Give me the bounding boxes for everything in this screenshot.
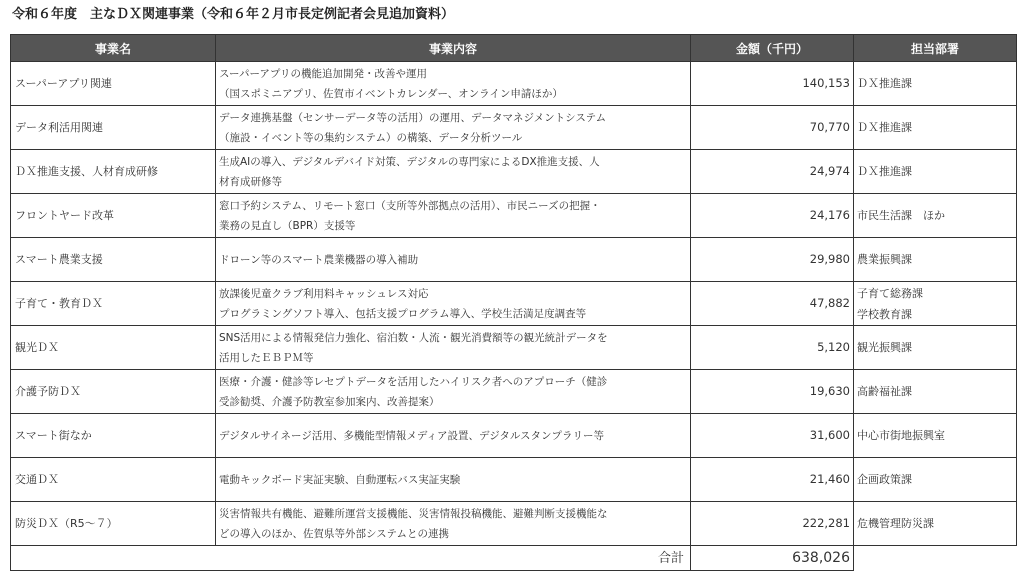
content-line: データ連携基盤（センサーデータ等の活用）の運用、データマネジメントシステム	[219, 111, 607, 124]
table-header-row	[11, 35, 1017, 62]
department-line: 中心市街地振興室	[857, 429, 945, 442]
amount-cell: 19,630	[691, 370, 854, 414]
amount-cell: 140,153	[691, 62, 854, 106]
table-row	[11, 282, 1017, 326]
content-line: 医療・介護・健診等レセプトデータを活用したハイリスク者へのアプローチ（健診	[219, 375, 608, 388]
department-cell	[854, 370, 1017, 414]
amount-cell: 29,980	[691, 238, 854, 282]
table-row	[11, 238, 1017, 282]
content-line: 材育成研修等	[219, 175, 282, 188]
table-row	[11, 370, 1017, 414]
total-label: 合計	[11, 546, 691, 571]
table-row	[11, 326, 1017, 370]
project-content-cell	[216, 370, 691, 414]
total-amount: 638,026	[691, 546, 854, 571]
project-name-cell: スーパーアプリ関連	[11, 62, 216, 106]
project-content-cell	[216, 458, 691, 502]
department-line: 市民生活課 ほか	[857, 209, 945, 222]
project-name-cell: 子育て・教育ＤＸ	[11, 282, 216, 326]
header-department: 担当部署	[854, 35, 1017, 62]
amount-cell: 47,882	[691, 282, 854, 326]
project-content-cell	[216, 238, 691, 282]
table-row	[11, 414, 1017, 458]
department-line: ＤＸ推進課	[857, 77, 912, 90]
department-line: 子育て総務課	[857, 286, 923, 300]
table-row	[11, 62, 1017, 106]
amount-cell: 24,176	[691, 194, 854, 238]
content-line: ドローン等のスマート農業機器の導入補助	[219, 253, 419, 266]
content-line: 窓口予約システム、リモート窓口（支所等外部拠点の活用）、市民ニーズの把握・	[219, 199, 601, 212]
content-line: （施設・イベント等の集約システム）の構築、データ分析ツール	[219, 131, 523, 144]
amount-cell: 31,600	[691, 414, 854, 458]
department-line: 高齢福祉課	[857, 385, 912, 398]
content-line: デジタルサイネージ活用、多機能型情報メディア設置、デジタルスタンプラリー等	[219, 429, 605, 442]
project-content-cell	[216, 62, 691, 106]
project-content-cell	[216, 194, 691, 238]
header-project-content: 事業内容	[216, 35, 691, 62]
department-cell	[854, 238, 1017, 282]
amount-cell: 222,281	[691, 502, 854, 546]
header-project-name: 事業名	[11, 35, 216, 62]
department-cell	[854, 458, 1017, 502]
content-line: どの導入のほか、佐賀県等外部システムとの連携	[219, 527, 449, 540]
table-row	[11, 150, 1017, 194]
department-line: 観光振興課	[857, 341, 912, 354]
project-content-cell	[216, 326, 691, 370]
project-content-cell	[216, 282, 691, 326]
project-name-cell: 介護予防ＤＸ	[11, 370, 216, 414]
department-cell	[854, 62, 1017, 106]
total-row	[11, 546, 1017, 571]
content-line: プログラミングソフト導入、包括支援プログラム導入、学校生活満足度調査等	[219, 307, 587, 320]
project-name-cell: フロントヤード改革	[11, 194, 216, 238]
content-line: 生成AIの導入、デジタルデバイド対策、デジタルの専門家によるDX推進支援、人	[219, 155, 600, 168]
header-amount: 金額（千円）	[691, 35, 854, 62]
project-name-cell: データ利活用関連	[11, 106, 216, 150]
project-name-cell: スマート農業支援	[11, 238, 216, 282]
department-cell	[854, 326, 1017, 370]
project-name-cell: スマート街なか	[11, 414, 216, 458]
project-name-cell: ＤＸ推進支援、人材育成研修	[11, 150, 216, 194]
content-line: 放課後児童クラブ利用料キャッシュレス対応	[219, 287, 429, 300]
content-line: スーパーアプリの機能追加開発・改善や運用	[219, 67, 428, 80]
project-content-cell	[216, 150, 691, 194]
content-line: 受診勧奨、介護予防教室参加案内、改善提案）	[219, 395, 440, 408]
department-cell	[854, 414, 1017, 458]
department-line: ＤＸ推進課	[857, 165, 912, 178]
amount-cell: 70,770	[691, 106, 854, 150]
content-line: （国スポミニアプリ、佐賀市イベントカレンダー、オンライン申請ほか）	[219, 87, 563, 100]
department-line: 農業振興課	[857, 253, 912, 266]
project-name-cell: 観光ＤＸ	[11, 326, 216, 370]
department-cell	[854, 282, 1017, 326]
page-title: 令和６年度 主なＤＸ関連事業（令和６年２月市長定例記者会見追加資料）	[12, 7, 455, 22]
content-line: 電動キックボード実証実験、自動運転バス実証実験	[219, 473, 461, 486]
department-cell	[854, 502, 1017, 546]
amount-cell: 5,120	[691, 326, 854, 370]
project-content-cell	[216, 502, 691, 546]
amount-cell: 24,974	[691, 150, 854, 194]
department-line: 危機管理防災課	[857, 517, 934, 530]
table-row	[11, 458, 1017, 502]
department-cell	[854, 194, 1017, 238]
content-line: 業務の見直し（BPR）支援等	[219, 219, 356, 232]
project-content-cell	[216, 106, 691, 150]
department-line: 企画政策課	[857, 473, 912, 486]
table-row	[11, 194, 1017, 238]
content-line: SNS活用による情報発信力強化、宿泊数・人流・観光消費額等の観光統計データを	[219, 331, 608, 344]
content-line: 災害情報共有機能、避難所運営支援機能、災害情報投稿機能、避難判断支援機能な	[219, 507, 608, 520]
table-row	[11, 502, 1017, 546]
table-body	[11, 62, 1017, 571]
project-name-cell: 防災ＤＸ（R5～７）	[11, 502, 216, 546]
department-line: ＤＸ推進課	[857, 121, 912, 134]
project-name-cell: 交通ＤＸ	[11, 458, 216, 502]
content-line: 活用したＥＢＰＭ等	[219, 351, 314, 364]
project-content-cell	[216, 414, 691, 458]
dx-projects-table	[10, 34, 1017, 571]
department-line: 学校教育課	[857, 307, 912, 321]
department-cell	[854, 106, 1017, 150]
amount-cell: 21,460	[691, 458, 854, 502]
table-row	[11, 106, 1017, 150]
total-blank-cell	[854, 546, 1017, 571]
department-cell	[854, 150, 1017, 194]
